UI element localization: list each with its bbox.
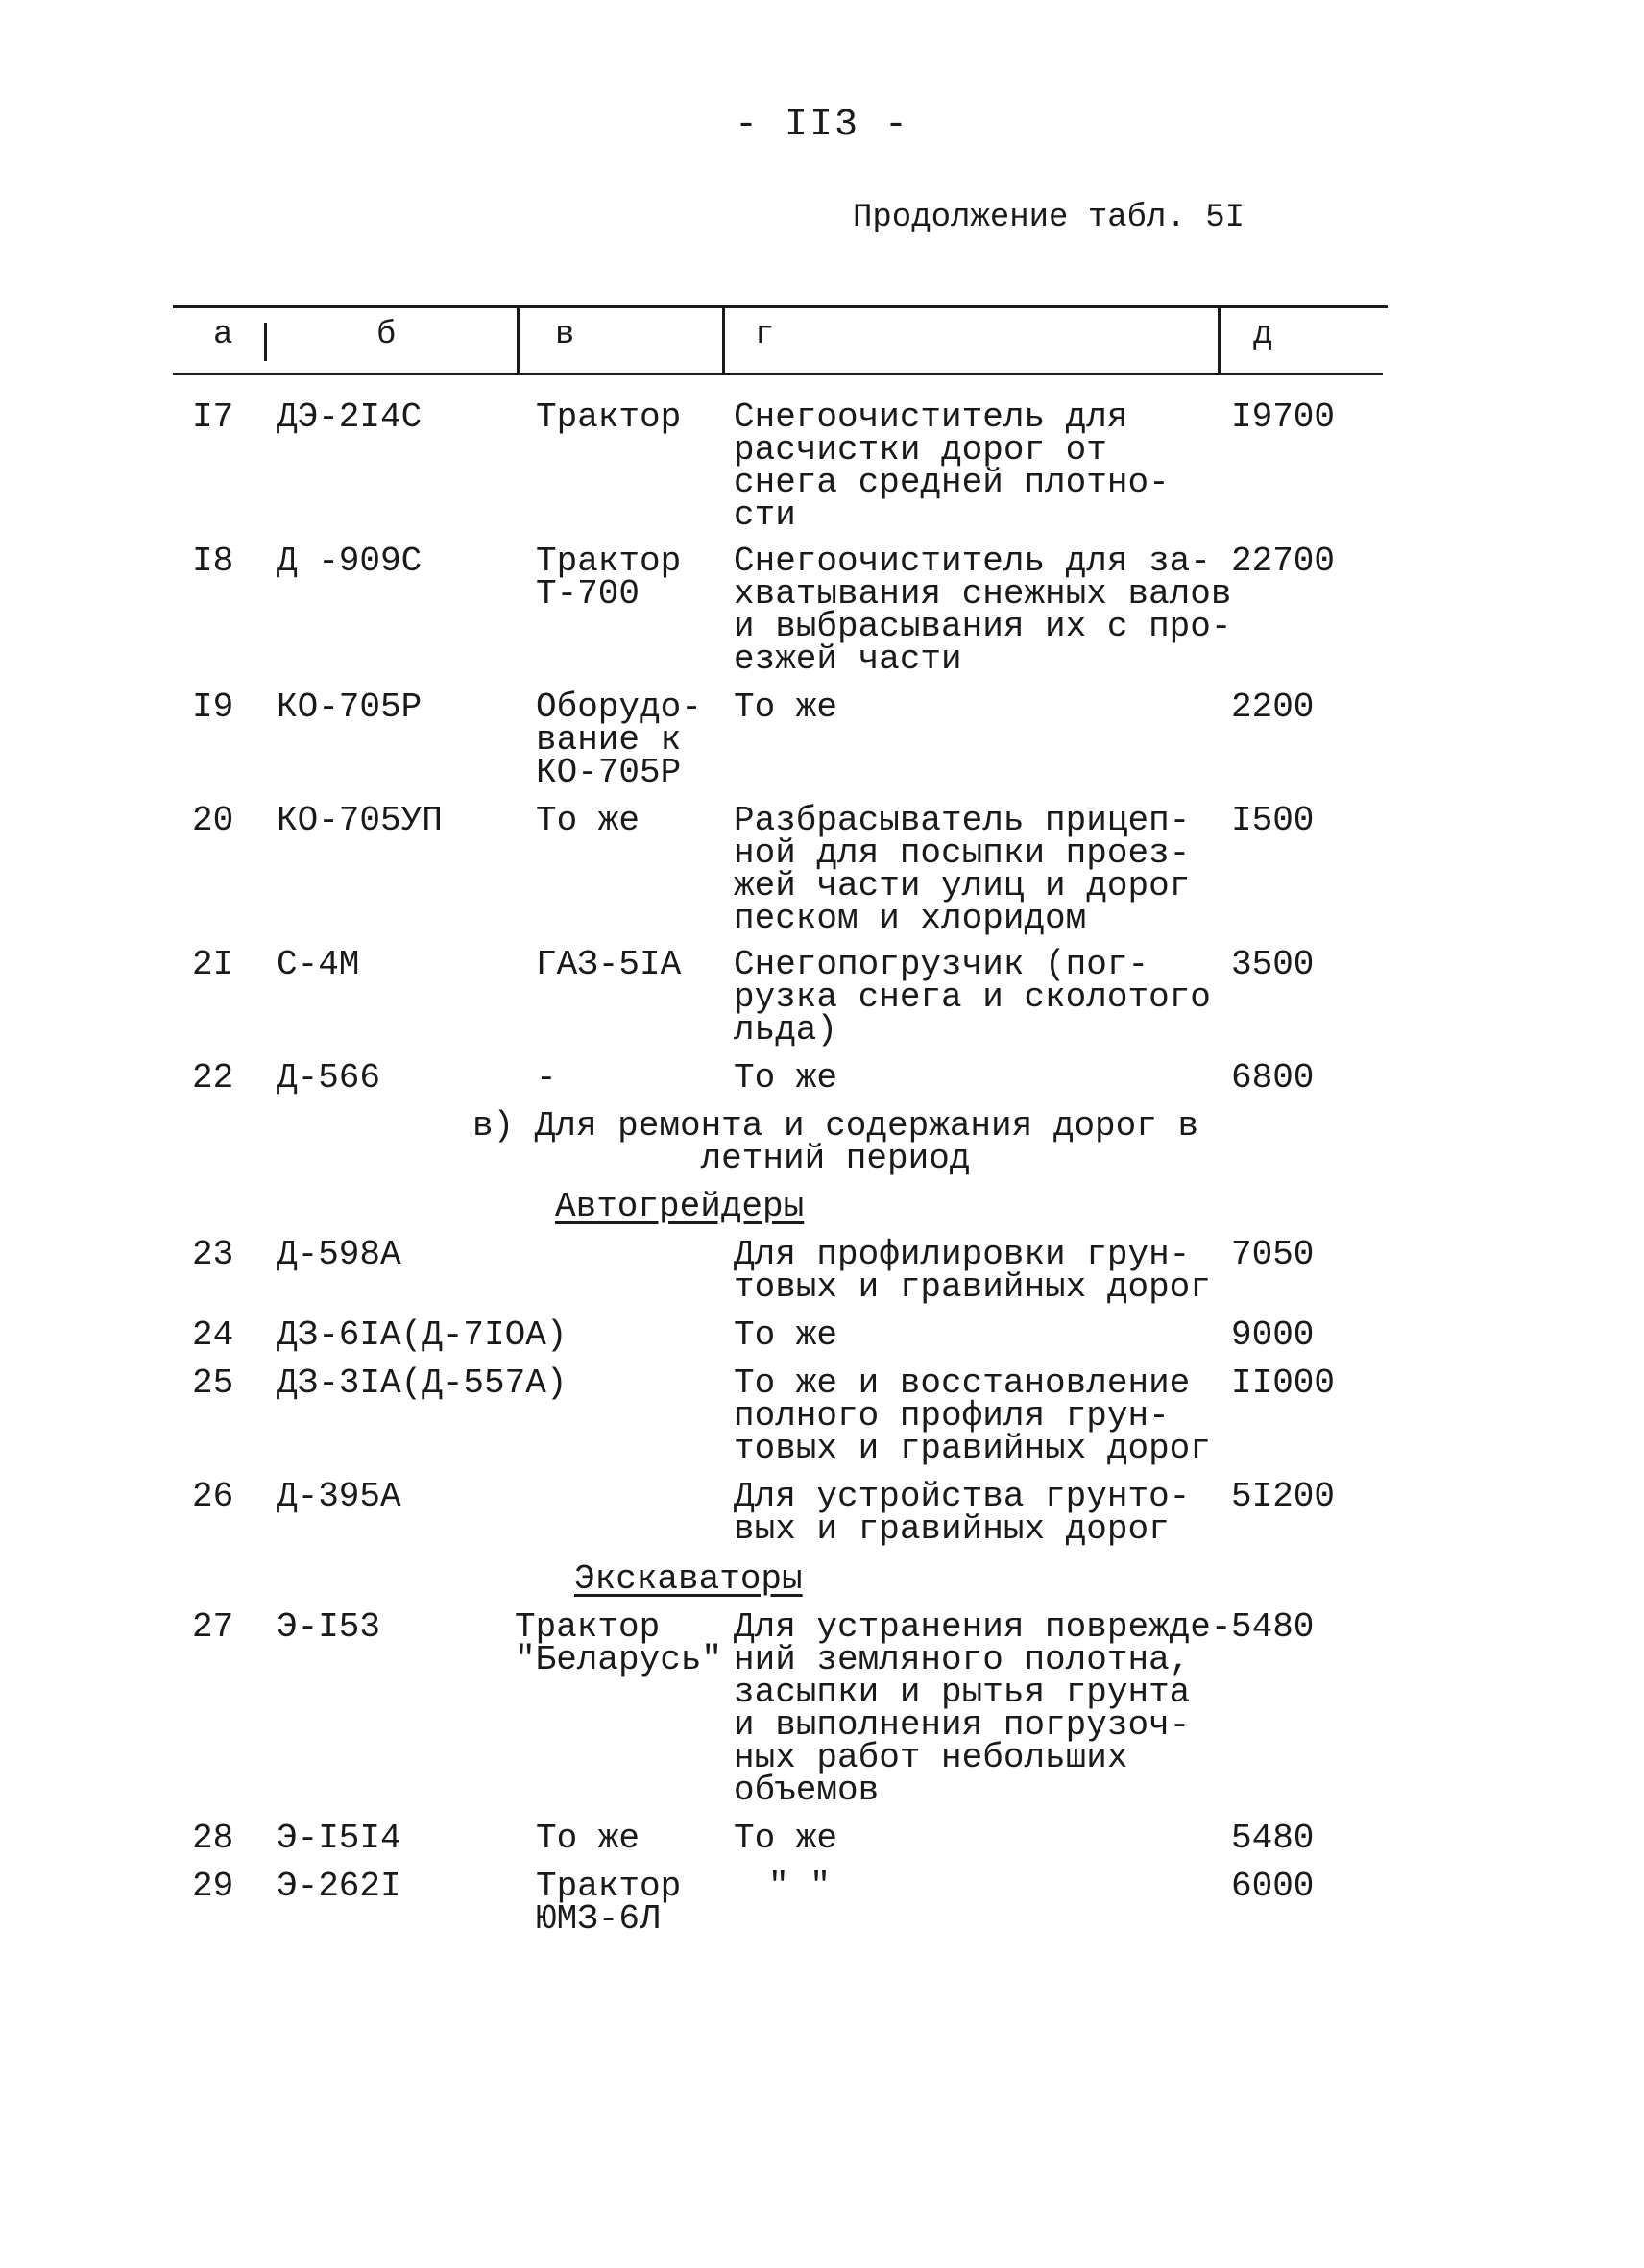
purpose: То же и восстановление полного профиля грун- товых и гравийных дорог xyxy=(734,1363,1211,1468)
purpose: Для устранения поврежде- ний земляного полотна, засыпки и рытья грунта и выполнения погрузоч- ных работ небольших объемов xyxy=(734,1607,1232,1810)
row-number: 22 xyxy=(192,1058,234,1098)
table-header-bottom-rule xyxy=(173,373,1383,375)
section-heading: в) Для ремонта и содержания дорог в летний период xyxy=(471,1106,1199,1178)
purpose: Разбрасыватель прицеп- ной для посыпки проез- жей части улиц и дорог песком и хлоридом xyxy=(734,801,1191,938)
price: 5480 xyxy=(1231,1607,1315,1647)
base-vehicle: То же xyxy=(536,801,641,840)
row-number: 20 xyxy=(192,801,234,840)
row-number: 25 xyxy=(192,1363,234,1403)
base-vehicle: Трактор "Беларусь" xyxy=(515,1607,723,1679)
purpose: Снегопогрузчик (пог- рузка снега и сколотого льда) xyxy=(734,945,1211,1050)
purpose: То же xyxy=(734,1058,838,1098)
machine-model: ДЭ-2I4С xyxy=(277,398,423,437)
row-number: 23 xyxy=(192,1235,234,1274)
price: 2200 xyxy=(1231,688,1315,727)
row-number: 26 xyxy=(192,1477,234,1516)
purpose: То же xyxy=(734,1315,838,1355)
table-top-rule xyxy=(173,305,1388,308)
base-vehicle: Трактор Т-700 xyxy=(536,542,682,614)
price: 3500 xyxy=(1231,945,1315,984)
machine-model: Э-I5I4 xyxy=(277,1819,401,1858)
purpose: Для профилировки грун- товых и гравийных дорог xyxy=(734,1235,1211,1307)
machine-model: Д -909С xyxy=(277,542,423,581)
row-number: 28 xyxy=(192,1819,234,1858)
row-number: I9 xyxy=(192,688,234,727)
page-number: - II3 - xyxy=(734,104,910,147)
row-number: I7 xyxy=(192,398,234,437)
column-header-a: а xyxy=(213,317,233,353)
base-vehicle: Трактор xyxy=(536,398,682,437)
price: 6800 xyxy=(1231,1058,1315,1098)
column-divider xyxy=(1218,307,1221,373)
price: 7050 xyxy=(1231,1235,1315,1274)
base-vehicle: Оборудо- вание к КО-705Р xyxy=(536,688,702,792)
row-number: I8 xyxy=(192,542,234,581)
row-number: 24 xyxy=(192,1315,234,1355)
purpose: Снегоочиститель для за- хватывания снежных валов и выбрасывания их с про- езжей части xyxy=(734,542,1232,679)
base-vehicle: - xyxy=(536,1058,557,1098)
price: 5I200 xyxy=(1231,1477,1336,1516)
column-header-g: г xyxy=(755,317,775,353)
purpose: " " xyxy=(768,1867,831,1906)
row-number: 29 xyxy=(192,1867,234,1906)
column-header-v: в xyxy=(555,317,575,353)
base-vehicle: ГАЗ-5IА xyxy=(536,945,682,984)
column-header-d: д xyxy=(1253,317,1273,353)
price: I500 xyxy=(1231,801,1315,840)
purpose: То же xyxy=(734,1819,838,1858)
purpose: То же xyxy=(734,688,838,727)
row-number: 27 xyxy=(192,1607,234,1647)
machine-model: ДЗ-3IА(Д-557А) xyxy=(277,1363,568,1403)
price: 22700 xyxy=(1231,542,1336,581)
machine-model: КО-705Р xyxy=(277,688,423,727)
row-number: 2I xyxy=(192,945,234,984)
machine-model: ДЗ-6IА(Д-7IОА) xyxy=(277,1315,568,1355)
machine-model: КО-705УП xyxy=(277,801,443,840)
purpose: Для устройства грунто- вых и гравийных дорог xyxy=(734,1477,1191,1549)
column-divider xyxy=(722,307,725,373)
column-header-b: б xyxy=(376,317,397,353)
column-divider xyxy=(517,307,520,373)
machine-model: С-4М xyxy=(277,945,360,984)
price: I9700 xyxy=(1231,398,1336,437)
base-vehicle: Трактор ЮМЗ-6Л xyxy=(536,1867,682,1939)
purpose: Снегоочиститель для расчистки дорог от снега средней плотно- сти xyxy=(734,398,1170,535)
machine-model: Д-598А xyxy=(277,1235,401,1274)
price: 5480 xyxy=(1231,1819,1315,1858)
table-continuation-label: Продолжение табл. 5I xyxy=(853,200,1245,236)
machine-model: Э-262I xyxy=(277,1867,401,1906)
machine-model: Э-I53 xyxy=(277,1607,381,1647)
base-vehicle: То же xyxy=(536,1819,641,1858)
column-divider xyxy=(264,323,267,361)
subheading-excavators: Экскаваторы xyxy=(574,1559,803,1599)
price: 6000 xyxy=(1231,1867,1315,1906)
machine-model: Д-566 xyxy=(277,1058,381,1098)
subheading-graders: Автогрейдеры xyxy=(555,1187,805,1226)
machine-model: Д-395А xyxy=(277,1477,401,1516)
price: II000 xyxy=(1231,1363,1336,1403)
price: 9000 xyxy=(1231,1315,1315,1355)
